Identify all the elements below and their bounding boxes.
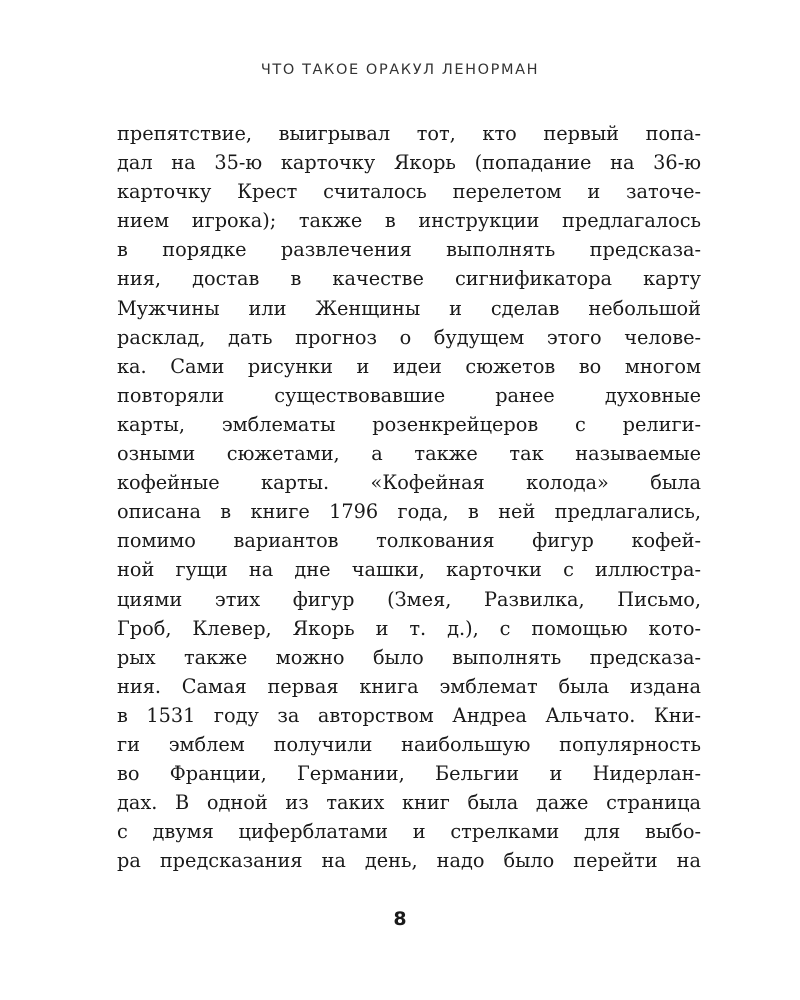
text-line: ка. Сами рисунки и идеи сюжетов во многом <box>117 354 701 378</box>
text-line: озными сюжетами, а также так называемые <box>117 442 701 466</box>
running-head: ЧТО ТАКОЕ ОРАКУЛ ЛЕНОРМАН <box>260 62 540 78</box>
text-line: описана в книге 1796 года, в ней предлагались, <box>117 500 701 524</box>
text-line: в 1531 году за авторством Андреа Альчато. Кни- <box>117 703 701 727</box>
text-line: препятствие, выигрывал тот, кто первый попа- <box>117 122 701 145</box>
text-line: карточку Крест считалось перелетом и заточе- <box>117 180 701 204</box>
text-line: с двумя циферблатами и стрелками для выбо- <box>117 820 701 844</box>
text-line: расклад, дать прогноз о будущем этого челове- <box>117 325 701 349</box>
text-line: ги эмблем получили наибольшую популярность <box>117 732 701 756</box>
text-line: помимо вариантов толкования фигур кофей- <box>117 529 701 553</box>
text-line: циями этих фигур (Змея, Развилка, Письмо, <box>117 587 701 611</box>
text-line: во Франции, Германии, Бельгии и Нидерлан- <box>117 762 701 786</box>
text-line: Гроб, Клевер, Якорь и т. д.), с помощью кото- <box>117 616 701 640</box>
text-line: кофейные карты. «Кофейная колода» была <box>117 471 701 495</box>
text-line: дах. В одной из таких книг была даже страница <box>117 791 701 815</box>
text-line: ра предсказания на день, надо было перейти на <box>117 849 701 873</box>
text-line: ной гущи на дне чашки, карточки с иллюстра- <box>117 558 701 582</box>
text-line: дал на 35-ю карточку Якорь (попадание на 36-ю <box>117 151 701 175</box>
text-line: Мужчины или Женщины и сделав небольшой <box>117 296 701 320</box>
text-line: ния, достав в качестве сигнификатора карту <box>117 267 701 291</box>
text-line: рых также можно было выполнять предсказа- <box>117 645 701 669</box>
text-line: ния. Самая первая книга эмблемат была издана <box>117 674 701 698</box>
page-number: 8 <box>393 908 407 930</box>
text-line: в порядке развлечения выполнять предсказа- <box>117 238 701 262</box>
text-line: карты, эмблематы розенкрейцеров с религи- <box>117 412 701 436</box>
body-paragraph <box>117 119 701 875</box>
text-line: нием игрока); также в инструкции предлагалось <box>117 209 701 233</box>
text-line: повторяли существовавшие ранее духовные <box>117 383 701 407</box>
